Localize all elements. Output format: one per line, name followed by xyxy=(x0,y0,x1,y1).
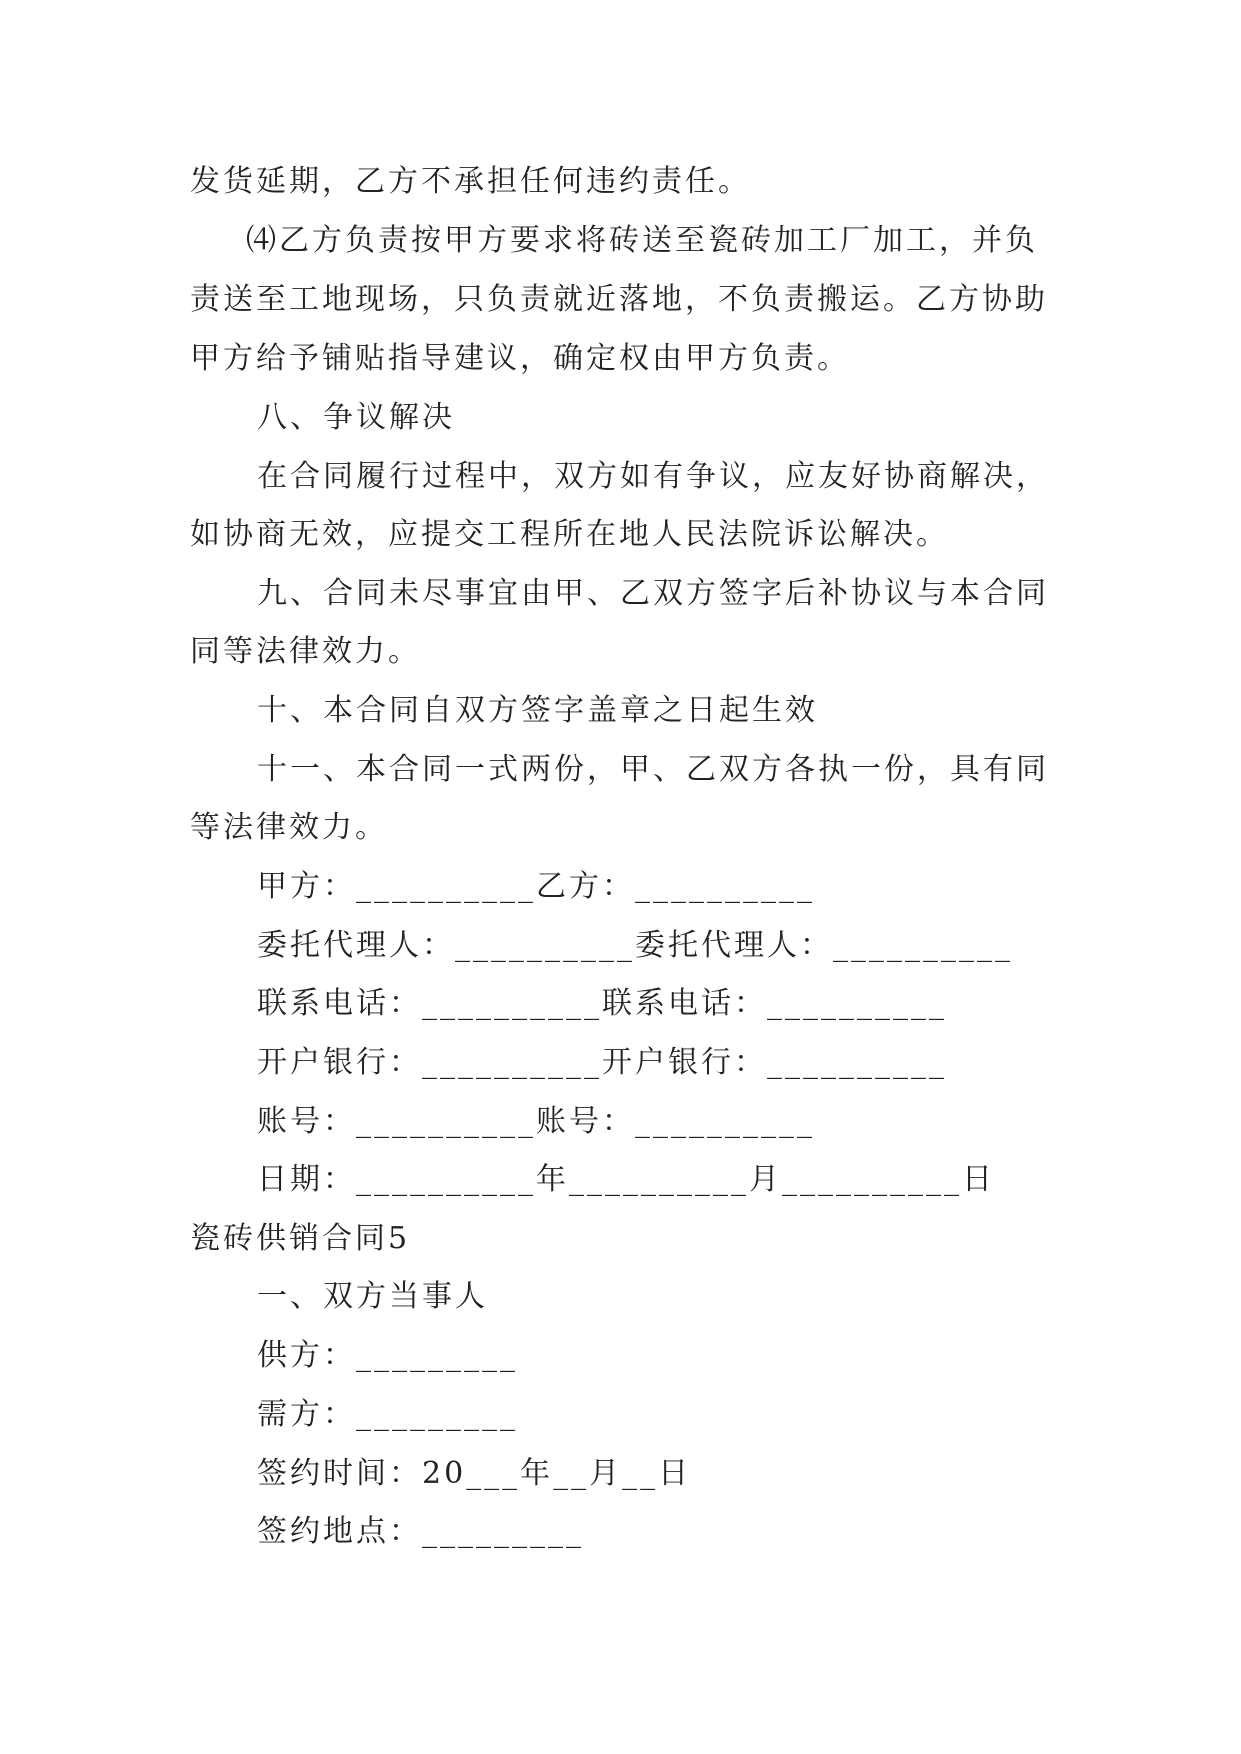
text-line-3: 责送至工地现场，只负责就近落地，不负责搬运。乙方协助 xyxy=(190,282,1048,317)
signing-place-line: 签约地点：_________ xyxy=(257,1514,584,1549)
signature-phone-line: 联系电话：__________联系电话：__________ xyxy=(257,986,947,1021)
text-line-8: 九、合同未尽事宜由甲、乙双方签字后补协议与本合同 xyxy=(257,576,1049,611)
contract-title: 瓷砖供销合同5 xyxy=(190,1221,411,1256)
signature-agent-line: 委托代理人：__________委托代理人：__________ xyxy=(257,928,1013,963)
text-line-10: 十、本合同自双方签字盖章之日起生效 xyxy=(257,693,818,728)
text-line-11: 十一、本合同一式两份，甲、乙双方各执一份，具有同 xyxy=(257,752,1049,787)
text-line-4: 甲方给予铺贴指导建议，确定权由甲方负责。 xyxy=(190,341,850,376)
signature-date-line: 日期：__________年__________月__________日 xyxy=(257,1162,995,1197)
section-heading-dispute: 八、争议解决 xyxy=(257,400,455,435)
signing-time-line: 签约时间：20___年__月__日 xyxy=(257,1456,692,1491)
text-line-6: 在合同履行过程中，双方如有争议，应友好协商解决， xyxy=(257,459,1049,494)
signature-party-line: 甲方：__________乙方：__________ xyxy=(257,869,815,904)
text-line-12: 等法律效力。 xyxy=(190,810,388,845)
supplier-line: 供方：_________ xyxy=(257,1338,518,1373)
signature-account-line: 账号：__________账号：__________ xyxy=(257,1104,815,1139)
section-heading-parties: 一、双方当事人 xyxy=(257,1279,488,1314)
text-line-2: ⑷乙方负责按甲方要求将砖送至瓷砖加工厂加工，并负 xyxy=(246,223,1038,258)
text-line-9: 同等法律效力。 xyxy=(190,634,421,669)
text-line-7: 如协商无效，应提交工程所在地人民法院诉讼解决。 xyxy=(190,517,949,552)
text-line-1: 发货延期，乙方不承担任何违约责任。 xyxy=(190,164,751,199)
signature-bank-line: 开户银行：__________开户银行：__________ xyxy=(257,1045,947,1080)
buyer-line: 需方：_________ xyxy=(257,1397,518,1432)
